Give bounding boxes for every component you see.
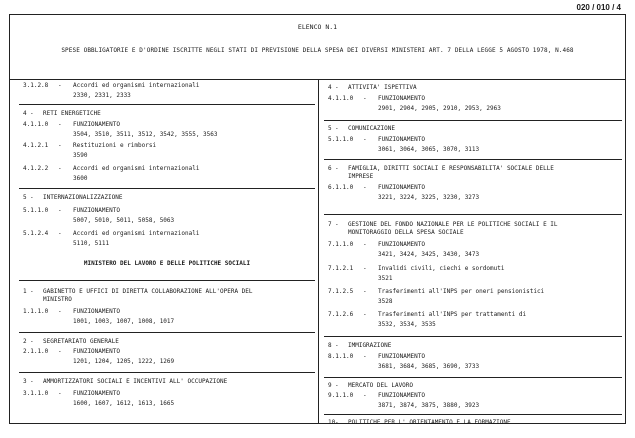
entry-dash: - [363,184,367,191]
entry-code: 5.1.2.4 [23,230,49,237]
section-label: AMMORTIZZATORI SOCIALI E INCENTIVI ALL' OCCUPAZIONE [43,378,228,385]
section-dash: - [335,382,339,389]
section-label: FAMIGLIA, DIRITTI SOCIALI E RESPONSABILITA' SOCIALE DELLE [348,165,554,172]
entry-code: 3.1.1.0 [23,390,49,397]
entry-numbers: 3061, 3064, 3065, 3070, 3113 [378,146,480,153]
entry-code: 7.1.2.5 [328,288,354,295]
section-rule [324,120,622,121]
entry-label: FUNZIONAMENTO [378,184,425,191]
entry-dash: - [363,353,367,360]
entry-dash: - [363,311,367,318]
section-dash: - [335,342,339,349]
entry-label: Restituzioni e rimborsi [73,142,157,149]
section-label-cont: MINISTRO [43,296,72,303]
entry-label: FUNZIONAMENTO [378,95,425,102]
entry-code: 7.1.2.1 [328,265,354,272]
entry-dash: - [363,288,367,295]
entry-code: 7.1.2.6 [328,311,354,318]
entry-label: FUNZIONAMENTO [73,348,120,355]
section-dash: - [335,84,339,91]
entry-numbers: 3871, 3874, 3875, 3880, 3923 [378,402,480,409]
entry-label: Accordi ed organismi internazionali [73,230,200,237]
section-code: 8 [328,342,332,349]
entry-dash: - [58,390,62,397]
entry-label: FUNZIONAMENTO [378,136,425,143]
section-rule [324,377,622,378]
section-dash: - [335,221,339,228]
entry-numbers: 1600, 1607, 1612, 1613, 1665 [73,400,175,407]
entry-numbers: 2330, 2331, 2333 [73,92,131,99]
section-code: 2 [23,338,27,345]
section-label: INTERNAZIONALIZZAZIONE [43,194,123,201]
entry-dash: - [58,165,62,172]
entry-code: 9.1.1.0 [328,392,354,399]
section-code: 4 [23,110,27,117]
document-title: ELENCO N.1 [297,23,338,31]
entry-dash: - [58,142,62,149]
entry-dash: - [363,265,367,272]
section-label: IMMIGRAZIONE [348,342,392,349]
entry-numbers: 5110, 5111 [73,240,110,247]
section-rule [324,414,622,415]
section-rule [19,372,315,373]
entry-dash: - [363,136,367,143]
entry-code: 6.1.1.0 [328,184,354,191]
section-label-cont: IMPRESE [348,173,374,180]
entry-code: 5.1.1.0 [328,136,354,143]
entry-dash: - [58,121,62,128]
section-code: 6 [328,165,332,172]
section-dash: - [30,288,34,295]
entry-dash: - [363,241,367,248]
section-label: RETI ENERGETICHE [43,110,101,117]
entry-label: FUNZIONAMENTO [73,308,120,315]
entry-code: 4.1.2.1 [23,142,49,149]
entry-numbers: 3421, 3424, 3425, 3430, 3473 [378,251,480,258]
entry-numbers: 3221, 3224, 3225, 3230, 3273 [378,194,480,201]
entry-dash: - [58,348,62,355]
entry-code: 7.1.1.0 [328,241,354,248]
section-dash: - [30,338,34,345]
section-rule [19,104,315,105]
section-code: 7 [328,221,332,228]
document-header [10,15,625,80]
entry-dash: - [363,95,367,102]
section-code: 4 [328,84,332,91]
entry-dash: - [58,230,62,237]
entry-dash: - [58,207,62,214]
section-rule [19,332,315,333]
entry-label: FUNZIONAMENTO [378,392,425,399]
section-code: 9 [328,382,332,389]
section-label: COMUNICAZIONE [348,125,395,132]
entry-numbers: 3504, 3510, 3511, 3512, 3542, 3555, 3563 [73,131,218,138]
entry-numbers: 2901, 2904, 2905, 2910, 2953, 2963 [378,105,501,112]
entry-code: 2.1.1.0 [23,348,49,355]
section-dash: - [335,125,339,132]
section-code: 5 [328,125,332,132]
entry-numbers: 3528 [378,298,393,305]
column-divider [318,80,319,423]
section-label: SEGRETARIATO GENERALE [43,338,119,345]
entry-dash: - [58,82,62,89]
document-frame [9,14,626,424]
section-dash: - [335,419,339,426]
columns [10,80,625,426]
entry-code: 4.1.1.0 [328,95,354,102]
entry-dash: - [363,392,367,399]
section-rule [324,336,622,337]
section-dash: - [335,165,339,172]
section-label: GABINETTO E UFFICI DI DIRETTA COLLABORAZIONE ALL'OPERA DEL [43,288,253,295]
entry-code: 3.1.2.8 [23,82,49,89]
entry-label: Accordi ed organismi internazionali [73,165,200,172]
entry-label: FUNZIONAMENTO [378,241,425,248]
entry-numbers: 3600 [73,175,88,182]
entry-numbers: 3521 [378,275,393,282]
entry-numbers: 3590 [73,152,88,159]
ministry-title: MINISTERO DEL LAVORO E DELLE POLITICHE SOCIALI [83,260,251,267]
section-label: POLITICHE PER L' ORIENTAMENTO E LA FORMAZIONE [348,419,511,426]
entry-label: Trasferimenti all'INPS per oneri pensionistici [378,288,545,295]
entry-code: 1.1.1.0 [23,308,49,315]
section-label: MERCATO DEL LAVORO [348,382,414,389]
section-dash: - [30,378,34,385]
section-rule [19,188,315,189]
section-code: 1 [23,288,27,295]
entry-label: Invalidi civili, ciechi e sordomuti [378,265,505,272]
entry-label: Trasferimenti all'INPS per trattamenti di [378,311,527,318]
section-code: 5 [23,194,27,201]
entry-code: 4.1.1.0 [23,121,49,128]
section-label: ATTIVITA' ISPETTIVA [348,84,417,91]
entry-label: FUNZIONAMENTO [73,390,120,397]
section-dash: - [30,194,34,201]
entry-numbers: 3681, 3684, 3685, 3690, 3733 [378,363,480,370]
section-rule [324,159,622,160]
document-subtitle: SPESE OBBLIGATORIE E D'ORDINE ISCRITTE NEGLI STATI DI PREVISIONE DELLA SPESA DEI DIVERSI MINISTERI ART. 7 DELLA LEGGE 5 AGOSTO 1978, N.468 [61,47,574,54]
entry-label: FUNZIONAMENTO [73,207,120,214]
section-label-cont: MONITORAGGIO DELLA SPESA SOCIALE [348,229,464,236]
entry-dash: - [58,308,62,315]
entry-numbers: 5007, 5010, 5011, 5058, 5063 [73,217,175,224]
entry-numbers: 3532, 3534, 3535 [378,321,436,328]
section-dash: - [30,110,34,117]
section-rule [19,280,315,281]
entry-code: 8.1.1.0 [328,353,354,360]
entry-code: 4.1.2.2 [23,165,49,172]
entry-numbers: 1201, 1204, 1205, 1222, 1269 [73,358,175,365]
entry-label: Accordi ed organismi internazionali [73,82,200,89]
section-rule [324,214,622,215]
entry-numbers: 1001, 1003, 1007, 1008, 1017 [73,318,175,325]
section-code: 3 [23,378,27,385]
section-code: 10 [328,419,336,426]
entry-label: FUNZIONAMENTO [73,121,120,128]
page-code: 020 / 010 / 4 [576,3,621,12]
section-label: GESTIONE DEL FONDO NAZIONALE PER LE POLITICHE SOCIALI E IL [348,221,558,228]
entry-label: FUNZIONAMENTO [378,353,425,360]
entry-code: 5.1.1.0 [23,207,49,214]
